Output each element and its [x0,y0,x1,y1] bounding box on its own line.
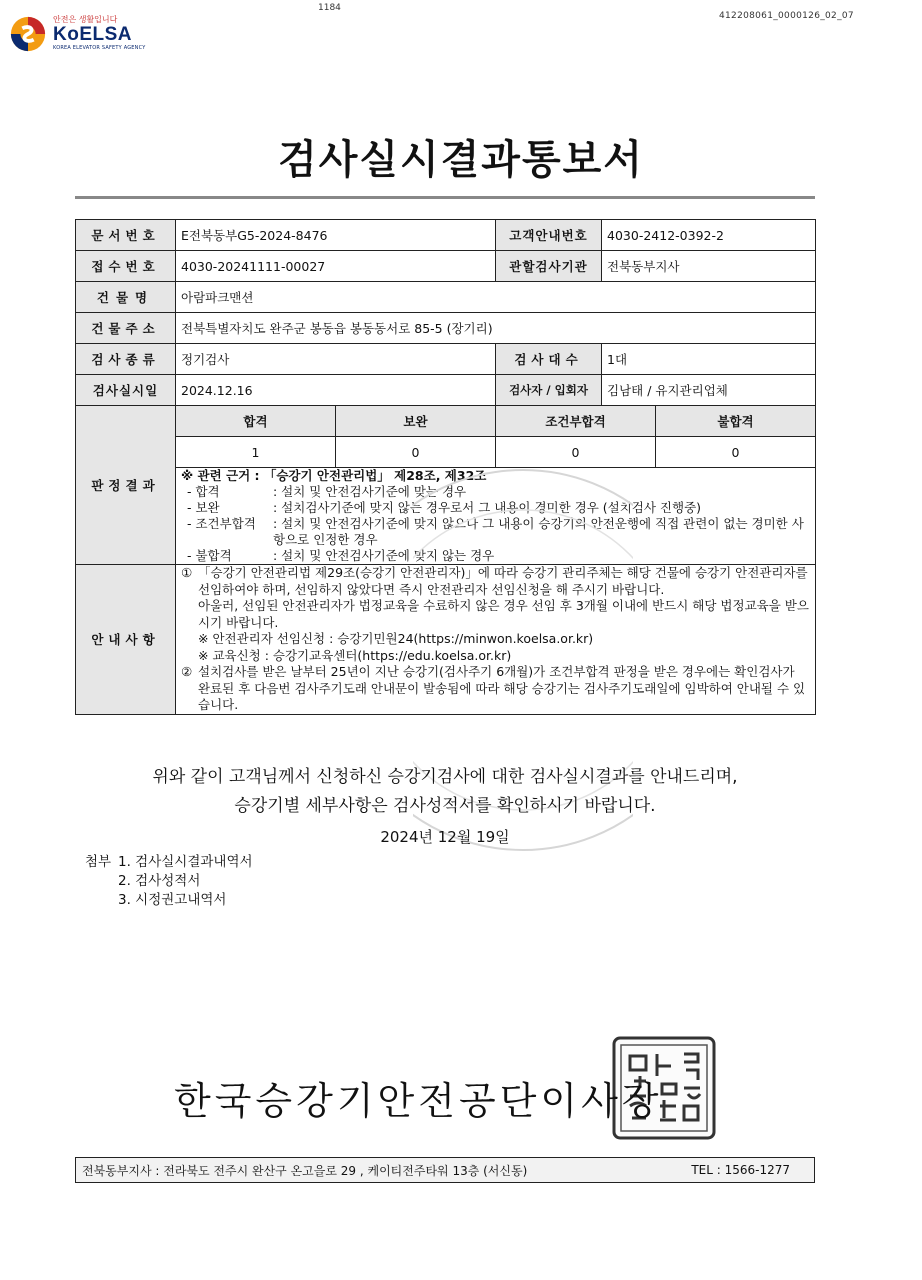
basis-title: ※ 관련 근거 : 「승강기 안전관리법」 제28조, 제32조 [181,468,487,483]
customer-no-label: 고객안내번호 [496,220,602,251]
closing-line-1: 위와 같이 고객님께서 신청하신 승강기검사에 대한 검사실시결과를 안내드리며, [152,767,738,787]
result-header-fail: 불합격 [656,406,816,437]
koelsa-logo [9,13,149,53]
basis-item: - 합격 : 설치 및 안전검사기준에 맞는 경우 [187,484,467,499]
guide-line: 아울러, 선임된 안전관리자가 법정교육을 수료하지 않은 경우 선임 후 3개월 이내에 반드시 해당 법정교육을 받으시기 바랍니다. [198,598,809,630]
guide-line: ② 설치검사를 받은 날부터 25년이 지난 승강기(검사주기 6개월)가 조건부합격 판정을 받은 경우에는 확인검사가 완료된 후 다음번 검사주기도래 안내문이 발송됨에 따라 해당 승강기는 검사주기도래일에 임박하여 안내될 수 있습니다. [181,664,806,712]
date-label: 검사실시일 [76,375,176,406]
count-label: 검사대수 [496,344,602,375]
title-divider [75,196,815,199]
attachment-item: 3. 시정권고내역서 [118,892,227,908]
basis-item: - 보완 : 설치검사기준에 맞지 않는 경우로서 그 내용이 경미한 경우 (설치검사 진행중) [187,500,702,515]
address-label: 건물주소 [76,313,176,344]
date-value: 2024.12.16 [176,375,496,406]
receipt-no-label: 접수번호 [76,251,176,282]
footer-tel: TEL : 1566-1277 [691,1163,790,1177]
agency-value: 전북동부지사 [602,251,816,282]
result-header-pass: 합격 [176,406,336,437]
attachments [85,853,253,910]
document-title: 검사실시결과통보서 [278,137,644,183]
footer [75,1157,815,1183]
result-value-supplement: 0 [336,437,496,468]
doc-no-value: E전북동부G5-2024-8476 [176,220,496,251]
building-value: 아람파크맨션 [176,282,816,313]
attachment-item: 1. 검사실시결과내역서 [118,854,253,870]
type-value: 정기검사 [176,344,496,375]
footer-address: 전북동부지사 : 전라북도 전주시 완산구 온고을로 29 , 케이티전주타워 13층 (서신동) [82,1163,528,1178]
address-value: 전북특별자치도 완주군 봉동읍 봉동동서로 85-5 (장기리) [176,313,816,344]
basis-item: - 불합격 : 설치 및 안전검사기준에 맞지 않는 경우 [187,548,495,563]
logo-name: KoELSA [53,24,132,45]
result-value-pass: 1 [176,437,336,468]
closing-message [75,763,815,821]
count-value: 1대 [602,344,816,375]
logo-subtitle: KOREA ELEVATOR SAFETY AGENCY [53,45,146,51]
agency-label: 관할검사기관 [496,251,602,282]
page-number: 1184 [318,3,341,13]
result-value-fail: 0 [656,437,816,468]
guide-line: ① 「승강기 안전관리법 제29조(승강기 안전관리자)」에 따라 승강기 관리주체는 해당 건물에 승강기 안전관리자를 선임하여야 하며, 선임하지 않았다면 즉시 안전관리자 선임신청을 해 주시기 바랍니다. [181,565,808,597]
result-header-supplement: 보완 [336,406,496,437]
attachments-label: 첨부 [85,854,112,870]
type-label: 검사종류 [76,344,176,375]
guide-label: 안내사항 [76,565,176,715]
attachment-item: 2. 검사성적서 [118,873,201,889]
doc-no-label: 문서번호 [76,220,176,251]
logo-slogan: 안전은 생활입니다 [53,15,118,24]
building-label: 건물명 [76,282,176,313]
basis-item: - 조건부합격 : 설치 및 안전검사기준에 맞지 않으나 그 내용이 승강기의 안전운행에 직접 관련이 없는 경미한 사항으로 인정한 경우 [187,516,804,547]
result-label: 판정결과 [76,406,176,565]
issue-date: 2024년 12월 19일 [380,828,510,846]
issuer-name: 한국승강기안전공단이사장 [174,1079,663,1123]
closing-line-2: 승강기별 세부사항은 검사성적서를 확인하시기 바랍니다. [234,796,656,816]
receipt-no-value: 4030-20241111-00027 [176,251,496,282]
guide-line: ※ 안전관리자 선임신청 : 승강기민원24(https://minwon.koelsa.or.kr) [198,631,594,646]
result-value-conditional: 0 [496,437,656,468]
result-header-conditional: 조건부합격 [496,406,656,437]
document-id: 412208061_0000126_02_07 [719,11,854,21]
inspection-info-table [75,219,816,715]
customer-no-value: 4030-2412-0392-2 [602,220,816,251]
inspector-value: 김남태 / 유지관리업체 [602,375,816,406]
result-basis [176,468,816,565]
guide-line: ※ 교육신청 : 승강기교육센터(https://edu.koelsa.or.kr) [198,647,512,663]
guide-content [176,565,816,715]
koelsa-logo-mark-icon [9,15,47,53]
inspector-label: 검사자 / 입회자 [496,375,602,406]
